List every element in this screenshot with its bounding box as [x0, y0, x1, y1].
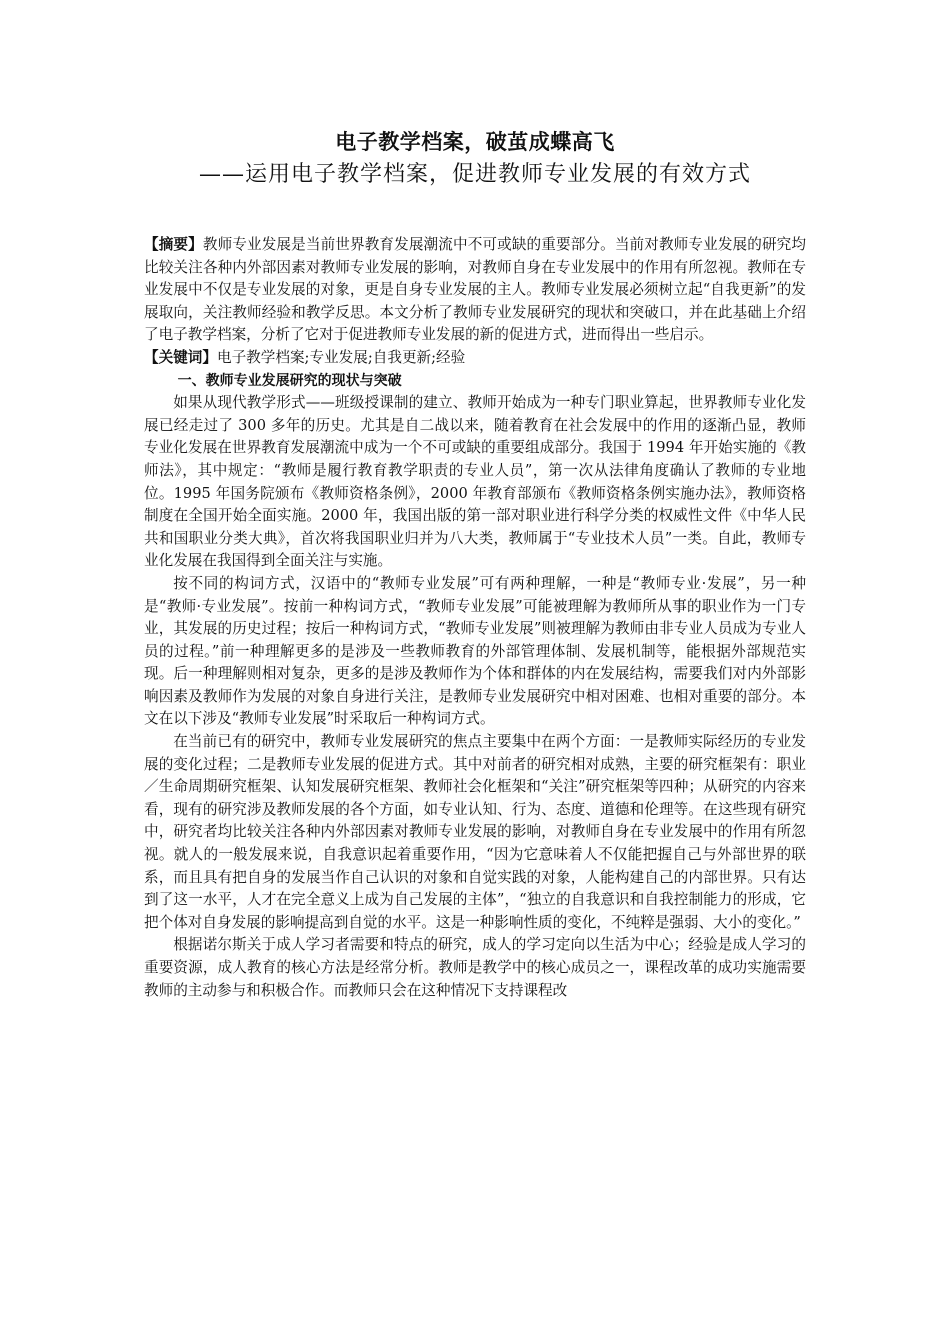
document-title: 电子教学档案，破茧成蝶高飞: [335, 129, 615, 154]
abstract-label: 【摘要】: [144, 236, 203, 253]
keywords-label: 【关键词】: [144, 348, 217, 366]
abstract-paragraph: [144, 234, 806, 347]
abstract-text: 教师专业发展是当前世界教育发展潮流中不可或缺的重要部分。当前对教师专业发展的研究均比较关注各种内外部因素对教师专业发展的影响，对教师自身在专业发展中的作用有所忽视。教师在专业发展中不仅是专业发展的对象，更是自身专业发展的主人。教师专业发展必须树立起“自我更新”的发展取向，关注教师经验和教学反思。本文分析了教师专业发展研究的现状和突破口，并在此基础上介绍了电子教学档案，分析了它对于促进教师专业发展的新的促进方式，进而得出一些启示。: [144, 236, 806, 344]
body-paragraph: 按不同的构词方式，汉语中的“教师专业发展”可有两种理解，一种是“教师专业·发展”，另一种是“教师·专业发展”。按前一种构词方式，“教师专业发展”可能被理解为教师所从事的职业作为一门专业，其发展的历史过程；按后一种构词方式，“教师专业发展”则被理解为教师由非专业人员成为专业人员的过程。”前一种理解更多的是涉及一些教师教育的外部管理体制、发展机制等，能根据外部规范实现。后一种理解则相对复杂，更多的是涉及教师作为个体和群体的内在发展结构，需要我们对内外部影响因素及教师作为发展的对象自身进行关注，是教师专业发展研究中相对困难、也相对重要的部分。本文在以下涉及“教师专业发展”时采取后一种构词方式。: [144, 574, 806, 728]
body-paragraph: 在当前已有的研究中，教师专业发展研究的焦点主要集中在两个方面：一是教师实际经历的专业发展的变化过程；二是教师专业发展的促进方式。其中对前者的研究相对成熟，主要的研究框架有：职业／生命周期研究框架、认知发展研究框架、教师社会化框架和“关注”研究框架等四种；从研究的内容来看，现有的研究涉及教师发展的各个方面，如专业认知、行为、态度、道德和伦理等。在这些现有研究中，研究者均比较关注各种内外部因素对教师专业发展的影响，对教师自身在专业发展中的作用有所忽视。就人的一般发展来说，自我意识起着重要作用，“因为它意味着人不仅能把握自己与外部世界的联系，而且具有把自身的发展当作自己认识的对象和自觉实践的对象，人能构建自己的内部世界。只有达到了这一水平，人才在完全意义上成为自己发展的主体”，“独立的自我意识和自我控制能力的形成，它把个体对自身发展的影响提高到自觉的水平。这是一种影响性质的变化，不纯粹是强弱、大小的变化。”: [144, 733, 806, 931]
keywords-text: 电子教学档案;专业发展;自我更新;经验: [216, 348, 466, 366]
document-subtitle: ——运用电子教学档案，促进教师专业发展的有效方式: [198, 162, 751, 187]
body-paragraph: 如果从现代教学形式——班级授课制的建立、教师开始成为一种专门职业算起，世界教师专业化发展已经走过了 300 多年的历史。尤其是自二战以来，随着教育在社会发展中的作用的逐渐凸显，教师专业化发展在世界教育发展潮流中成为一个不可或缺的重要组成部分。我国于 1994 年开始实施的《教师法》，其中规定：“教师是履行教育教学职责的专业人员”，第一次从法律角度确认了教师的专业地位。1995 年国务院颁布《教师资格条例》，2000 年教育部颁布《教师资格条例实施办法》，教师资格制度在全国开始全面实施。2000 年，我国出版的第一部对职业进行科学分类的权威性文件《中华人民共和国职业分类大典》，首次将我国职业归并为八大类，教师属于“专业技术人员”一类。自此，教师专业化发展在我国得到全面关注与实施。: [144, 394, 806, 570]
body-paragraph: 根据诺尔斯关于成人学习者需要和特点的研究，成人的学习定向以生活为中心；经验是成人学习的重要资源，成人教育的核心方法是经常分析。教师是教学中的核心成员之一，课程改革的成功实施需要教师的主动参与和积极合作。而教师只会在这种情况下支持课程改: [144, 936, 806, 999]
keywords-paragraph: [144, 347, 806, 370]
section-heading: 一、教师专业发展研究的现状与突破: [177, 372, 402, 389]
document-body: [144, 234, 806, 1002]
